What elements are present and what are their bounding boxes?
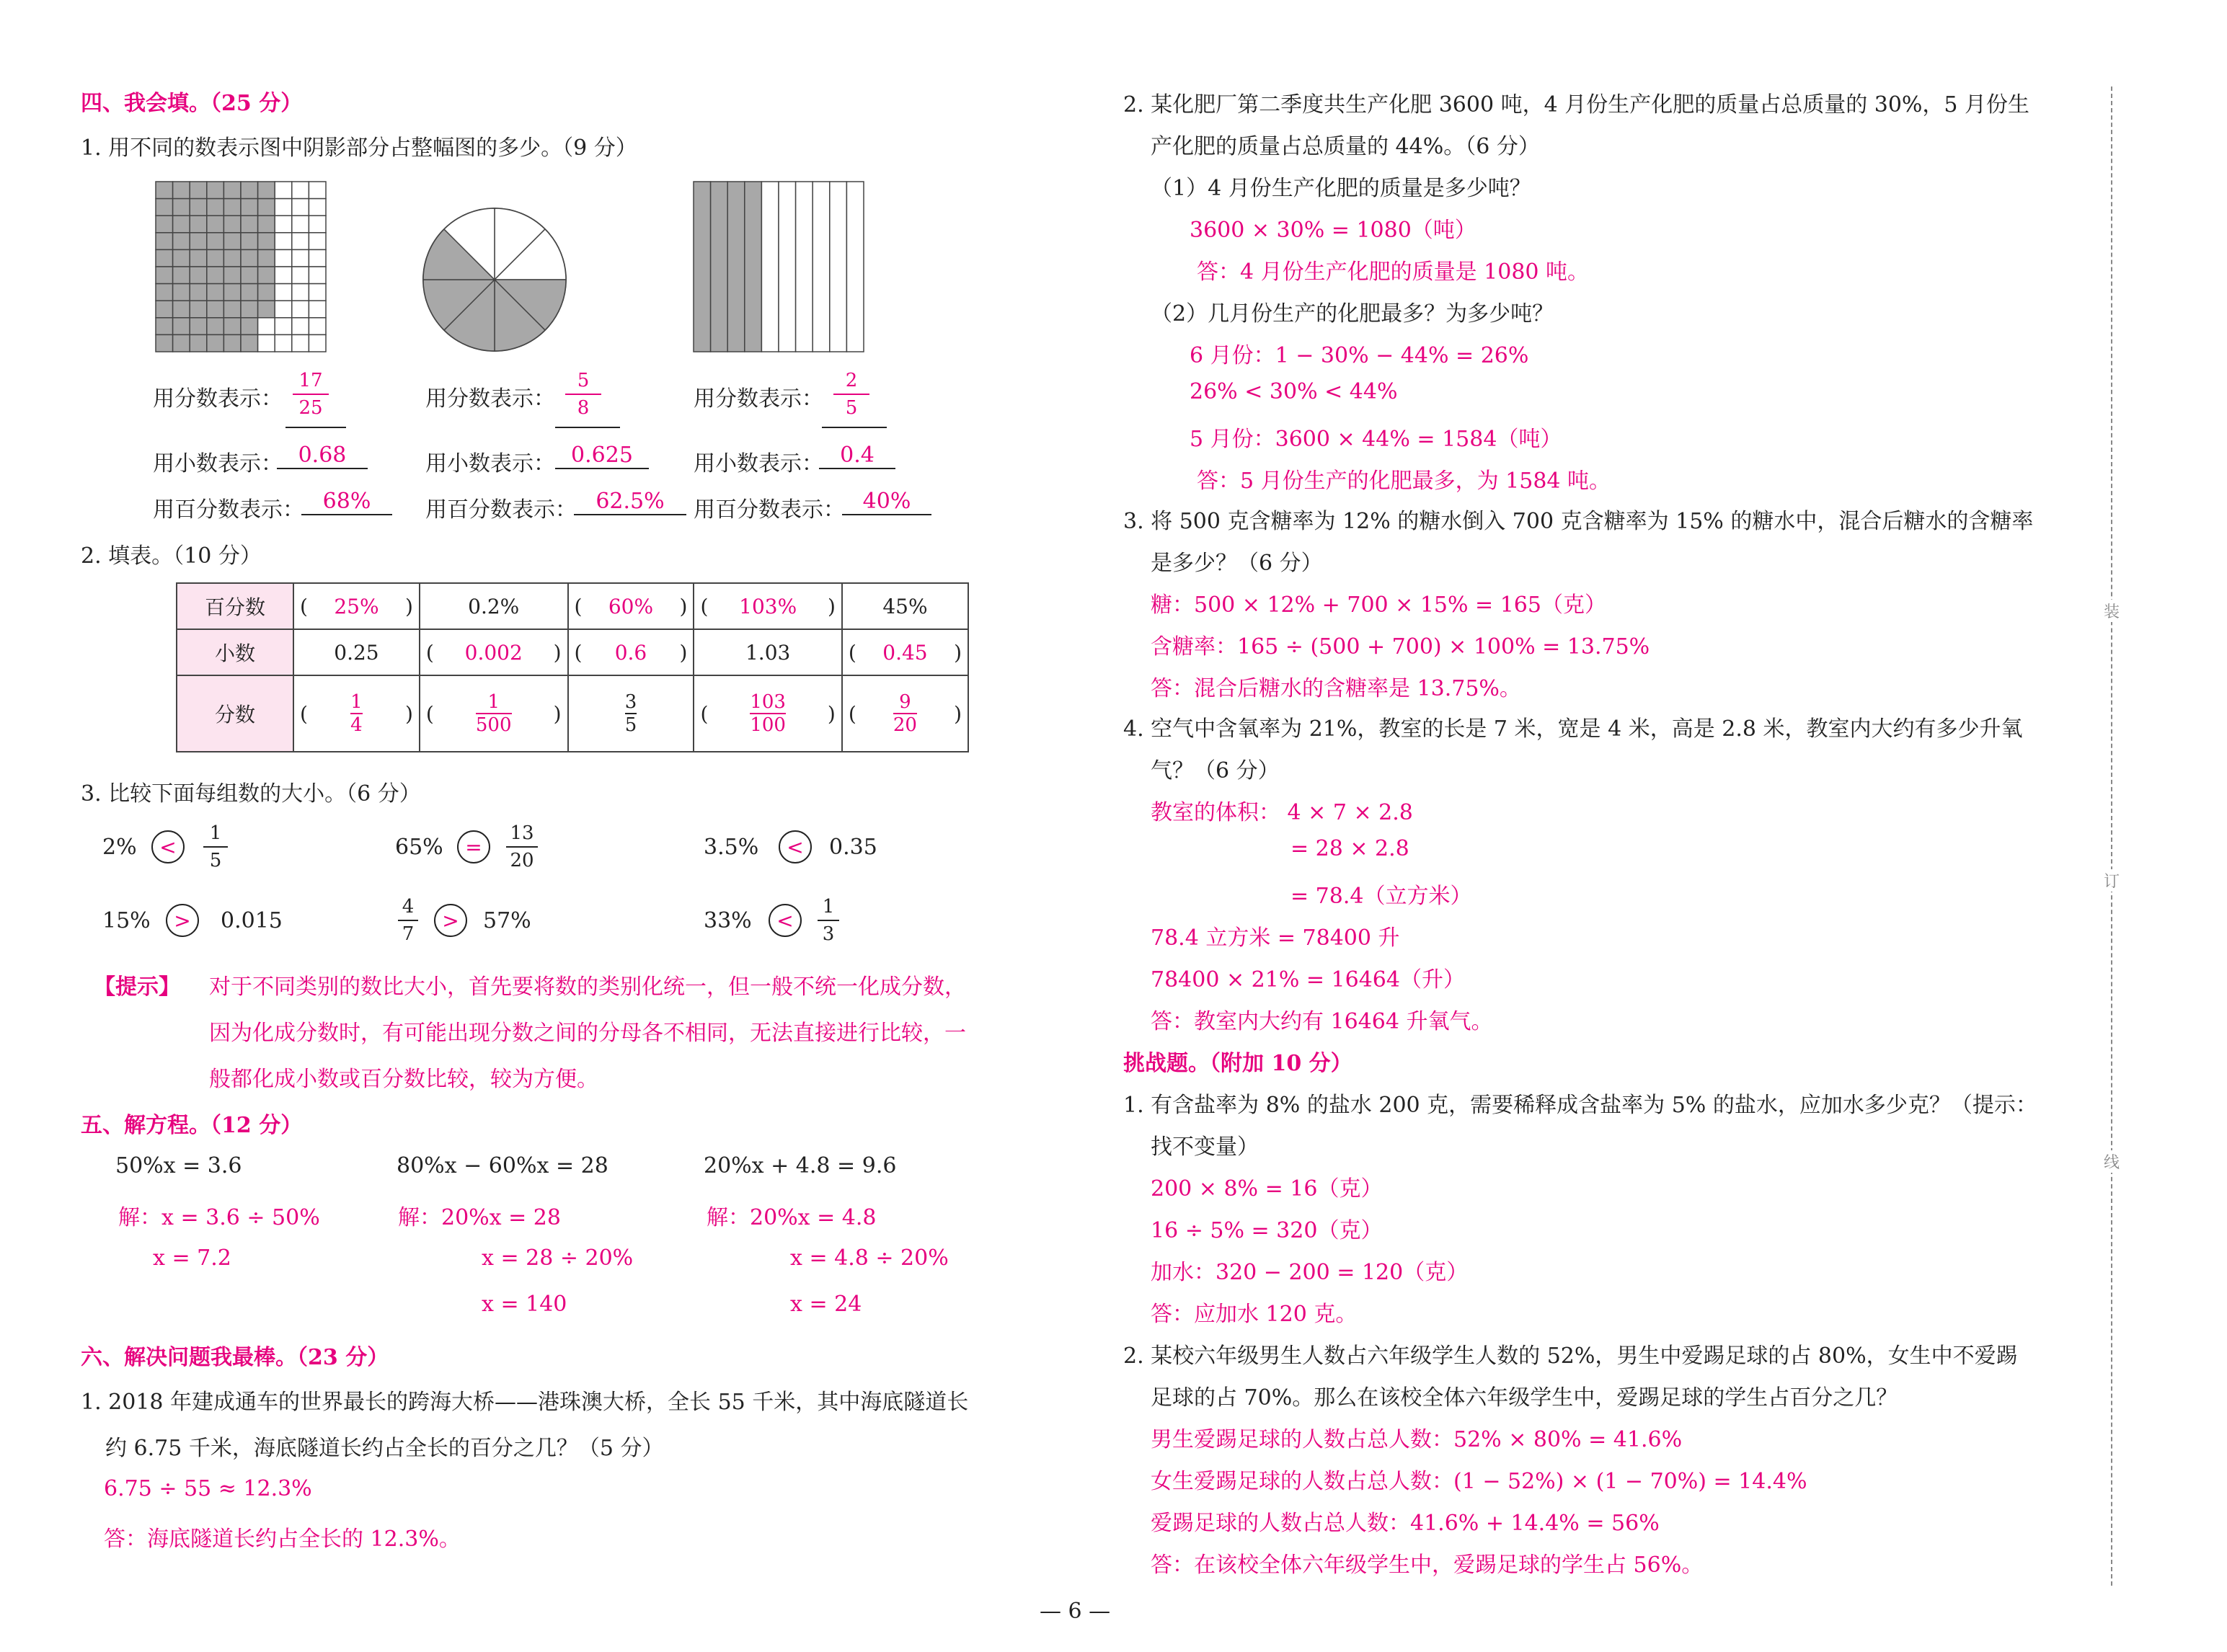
fraction-answer: 5 8 <box>565 369 601 419</box>
equation-step: 解：x = 3.6 ÷ 50% <box>118 1205 320 1230</box>
grid-cell <box>258 334 275 352</box>
compare-a: 15% <box>102 908 151 933</box>
problem-3-line: 3. 将 500 克含糖率为 12% 的糖水倒入 700 克含糖率为 15% 的糖水中，混合后糖水的含糖率 <box>1123 509 2034 534</box>
grid-cell <box>156 216 173 233</box>
fraction-underline <box>555 404 620 428</box>
grid-cell <box>223 267 241 284</box>
row-header-percent: 百分数 <box>177 583 293 629</box>
equation-step: x = 7.2 <box>153 1245 231 1271</box>
strip-cell <box>796 182 813 352</box>
binding-label: 装 <box>2104 600 2120 622</box>
percent-label: 用百分数表示： <box>153 497 304 523</box>
problem-2-line: 产化肥的质量占总质量的 44%。（6 分） <box>1151 134 1540 159</box>
grid-cell <box>223 249 241 267</box>
table-cell: 0.2% <box>420 583 568 629</box>
grid-cell <box>190 233 207 250</box>
page-number: — 6 — <box>1040 1599 1111 1624</box>
problem-3-answer: 答：混合后糖水的含糖率是 13.75%。 <box>1151 676 1521 701</box>
grid-cell <box>207 249 224 267</box>
problem-4-line: 气？（6 分） <box>1151 758 1280 783</box>
row-header-fraction: 分数 <box>177 675 293 752</box>
percent-answer: 62.5% <box>574 489 686 515</box>
section-4-title: 四、我会填。（25 分） <box>81 91 303 116</box>
percent-answer: 68% <box>301 489 392 515</box>
grid-cell <box>292 216 309 233</box>
table-cell: ( 60% ) <box>568 583 694 629</box>
grid-cell <box>275 216 292 233</box>
decimal-answer: 0.4 <box>819 443 895 469</box>
compare-sign: > <box>166 904 199 937</box>
challenge-1-answer: 16 ÷ 5% = 320（克） <box>1151 1218 1383 1243</box>
table-cell: ( 25% ) <box>293 583 420 629</box>
challenge-2-answer: 答：在该校全体六年级学生中，爱踢足球的学生占 56%。 <box>1151 1553 1704 1578</box>
table-row <box>177 675 968 752</box>
problem-2-answer: 答：5 月份生产的化肥最多，为 1584 吨。 <box>1197 468 1611 494</box>
grid-cell <box>173 267 190 284</box>
table-row <box>177 629 968 675</box>
grid-cell <box>190 301 207 318</box>
equation-step: x = 28 ÷ 20% <box>482 1245 634 1271</box>
decimal-label: 用小数表示： <box>694 451 823 476</box>
circle-figure <box>421 206 568 353</box>
equation: 80%x − 60%x = 28 <box>397 1153 608 1178</box>
grid-cell <box>309 216 326 233</box>
problem-4-answer: 78400 × 21% = 16464（升） <box>1151 967 1465 992</box>
problem-1-line: 1. 2018 年建成通车的世界最长的跨海大桥——港珠澳大桥，全长 55 千米，其中海底隧道长 <box>81 1390 969 1415</box>
problem-3-answer: 含糖率：165 ÷ (500 + 700) × 100% = 13.75% <box>1151 634 1650 660</box>
grid-cell <box>309 301 326 318</box>
compare-sign: = <box>457 830 490 863</box>
grid-cell <box>258 318 275 335</box>
compare-b: 13 20 <box>506 822 538 872</box>
compare-sign: < <box>779 830 812 863</box>
grid-cell <box>241 199 258 216</box>
hint-tag: 【提示】 <box>94 974 180 1000</box>
grid-cell <box>292 318 309 335</box>
fraction-underline <box>822 404 887 428</box>
grid-cell <box>207 267 224 284</box>
grid-cell <box>207 182 224 199</box>
challenge-1-answer: 答：应加水 120 克。 <box>1151 1302 1358 1327</box>
grid-cell <box>241 318 258 335</box>
grid-cell <box>173 216 190 233</box>
equation-step: x = 140 <box>482 1292 567 1317</box>
strip-cell <box>830 182 847 352</box>
strip-cell <box>745 182 762 352</box>
problem-4-answer: 教室的体积： 4 × 7 × 2.8 <box>1151 800 1413 825</box>
challenge-2-answer: 爱踢足球的人数占总人数：41.6% + 14.4% = 56% <box>1151 1511 1660 1536</box>
fraction-label: 用分数表示： <box>694 386 823 412</box>
fraction-label: 用分数表示： <box>153 386 283 412</box>
grid-cell <box>156 284 173 301</box>
grid-cell <box>173 233 190 250</box>
grid-cell <box>258 249 275 267</box>
problem-2-answer: 5 月份：3600 × 44% = 1584（吨） <box>1190 427 1562 452</box>
strip-figure <box>692 180 865 353</box>
grid-cell <box>156 267 173 284</box>
table-cell: ( 0.002 ) <box>420 629 568 675</box>
problem-4-answer: 78.4 立方米 = 78400 升 <box>1151 925 1400 951</box>
equation-step: 解：20%x = 4.8 <box>707 1205 877 1230</box>
grid-cell <box>309 334 326 352</box>
challenge-2-line: 足球的占 70%。那么在该校全体六年级学生中，爱踢足球的学生占百分之几？ <box>1151 1385 1898 1411</box>
challenge-2-answer: 男生爱踢足球的人数占总人数：52% × 80% = 41.6% <box>1151 1427 1683 1452</box>
grid-figure <box>154 180 327 353</box>
table-cell: ( 0.45 ) <box>842 629 968 675</box>
grid-cell <box>275 199 292 216</box>
grid-cell <box>309 284 326 301</box>
problem-2-answer: 3600 × 30% = 1080（吨） <box>1190 218 1476 243</box>
grid-cell <box>156 301 173 318</box>
grid-cell <box>258 284 275 301</box>
table-cell: 1.03 <box>694 629 841 675</box>
challenge-2-answer: 女生爱踢足球的人数占总人数：(1 − 52%) × (1 − 70%) = 14.4% <box>1151 1469 1807 1494</box>
binding-label: 线 <box>2104 1150 2120 1173</box>
problem-2-sub2: （2）几月份生产的化肥最多？为多少吨？ <box>1151 301 1554 327</box>
grid-cell <box>309 199 326 216</box>
problem-2-line: 2. 某化肥厂第二季度共生产化肥 3600 吨，4 月份生产化肥的质量占总质量的 30%，5 月份生 <box>1123 92 2030 117</box>
percent-label: 用百分数表示： <box>425 497 577 523</box>
table-cell: $\frac{3}{5}$ <box>568 675 694 752</box>
challenge-1-line: 1. 有含盐率为 8% 的盐水 200 克，需要稀释成含盐率为 5% 的盐水，应加水多少克？（提示： <box>1123 1093 2037 1118</box>
decimal-label: 用小数表示： <box>425 451 555 476</box>
grid-cell <box>258 216 275 233</box>
compare-sign: < <box>151 830 185 863</box>
problem-3-line: 是多少？（6 分） <box>1151 551 1323 576</box>
grid-cell <box>292 182 309 199</box>
grid-cell <box>190 284 207 301</box>
grid-cell <box>292 334 309 352</box>
grid-cell <box>156 199 173 216</box>
grid-cell <box>207 233 224 250</box>
percent-label: 用百分数表示： <box>694 497 845 523</box>
compare-a: 3.5% <box>704 835 759 860</box>
grid-cell <box>309 267 326 284</box>
grid-cell <box>309 182 326 199</box>
grid-cell <box>156 318 173 335</box>
grid-cell <box>275 284 292 301</box>
challenge-1-line: 找不变量） <box>1151 1134 1259 1160</box>
problem-4-line: 4. 空气中含氧率为 21%，教室的长是 7 米，宽是 4 米，高是 2.8 米，教室内大约有多少升氧 <box>1123 716 2023 742</box>
equation-step: x = 24 <box>790 1292 862 1317</box>
problem-4-answer: 答：教室内大约有 16464 升氧气。 <box>1151 1009 1493 1034</box>
compare-b: 1 3 <box>818 895 839 946</box>
grid-cell <box>156 249 173 267</box>
grid-cell <box>309 249 326 267</box>
grid-cell <box>156 334 173 352</box>
challenge-2-line: 2. 某校六年级男生人数占六年级学生人数的 52%，男生中爱踢足球的占 80%，女生中不爱踢 <box>1123 1344 2018 1369</box>
grid-cell <box>207 284 224 301</box>
problem-4-answer: = 28 × 2.8 <box>1290 836 1409 861</box>
grid-cell <box>258 233 275 250</box>
compare-sign: < <box>769 904 802 937</box>
grid-cell <box>241 249 258 267</box>
challenge-1-answer: 200 × 8% = 16（克） <box>1151 1176 1383 1202</box>
grid-cell <box>241 301 258 318</box>
hint-line: 般都化成小数或百分数比较，较为方便。 <box>209 1067 598 1092</box>
hint-line: 因为化成分数时，有可能出现分数之间的分母各不相同，无法直接进行比较，一 <box>209 1021 966 1046</box>
grid-cell <box>173 182 190 199</box>
grid-cell <box>190 249 207 267</box>
grid-cell <box>190 267 207 284</box>
section-5-title: 五、解方程。（12 分） <box>81 1113 303 1138</box>
challenge-1-answer: 加水：320 − 200 = 120（克） <box>1151 1260 1469 1285</box>
grid-cell <box>275 267 292 284</box>
compare-b: 57% <box>483 908 531 933</box>
grid-cell <box>241 182 258 199</box>
grid-cell <box>292 199 309 216</box>
table-cell: 0.25 <box>293 629 420 675</box>
problem-3-answer: 糖：500 × 12% + 700 × 15% = 165（克） <box>1151 592 1606 618</box>
problem-2-answer: 6 月份：1 − 30% − 44% = 26% <box>1190 343 1529 368</box>
grid-cell <box>223 318 241 335</box>
table-cell: 45% <box>842 583 968 629</box>
grid-cell <box>292 301 309 318</box>
grid-cell <box>258 301 275 318</box>
grid-cell <box>223 216 241 233</box>
grid-cell <box>241 233 258 250</box>
grid-cell <box>173 199 190 216</box>
binding-dashed-line <box>2111 86 2112 1586</box>
grid-cell <box>241 216 258 233</box>
grid-cell <box>156 182 173 199</box>
grid-cell <box>275 334 292 352</box>
equation-step: 解：20%x = 28 <box>398 1205 561 1230</box>
grid-cell <box>241 334 258 352</box>
grid-cell <box>190 199 207 216</box>
grid-cell <box>309 233 326 250</box>
hint-line: 对于不同类别的数比大小，首先要将数的类别化统一，但一般不统一化成分数， <box>209 974 966 1000</box>
fraction-label: 用分数表示： <box>425 386 555 412</box>
grid-cell <box>223 301 241 318</box>
grid-cell <box>309 318 326 335</box>
challenge-title: 挑战题。（附加 10 分） <box>1123 1051 1352 1076</box>
grid-cell <box>241 267 258 284</box>
grid-cell <box>275 233 292 250</box>
compare-b: 0.015 <box>221 908 283 933</box>
compare-b: 1 5 <box>203 822 228 872</box>
problem-2-sub1: （1）4 月份生产化肥的质量是多少吨？ <box>1151 176 1531 201</box>
grid-cell <box>275 301 292 318</box>
table-row <box>177 583 968 629</box>
strip-cell <box>846 182 864 352</box>
grid-cell <box>173 318 190 335</box>
grid-cell <box>207 318 224 335</box>
grid-cell <box>173 334 190 352</box>
decimal-label: 用小数表示： <box>153 451 283 476</box>
compare-a: 33% <box>704 908 752 933</box>
grid-cell <box>223 199 241 216</box>
compare-a: 4 7 <box>398 895 418 946</box>
strip-cell <box>813 182 830 352</box>
problem-1-line: 约 6.75 千米，海底隧道长约占全长的百分之几？（5 分） <box>105 1436 664 1461</box>
table-cell: ( 9 20 ) <box>842 675 968 752</box>
fill-table <box>176 582 969 752</box>
equation: 50%x = 3.6 <box>115 1153 242 1178</box>
compare-b: 0.35 <box>829 835 877 860</box>
fraction-answer: 2 5 <box>833 369 869 419</box>
question-1: 1. 用不同的数表示图中阴影部分占整幅图的多少。（9 分） <box>81 136 637 161</box>
row-header-decimal: 小数 <box>177 629 293 675</box>
grid-cell <box>190 318 207 335</box>
grid-cell <box>258 182 275 199</box>
equation-step: x = 4.8 ÷ 20% <box>790 1245 949 1271</box>
grid-cell <box>173 301 190 318</box>
percent-answer: 40% <box>842 489 931 515</box>
problem-2-answer: 26% < 30% < 44% <box>1190 379 1398 404</box>
problem-2-answer: 答：4 月份生产化肥的质量是 1080 吨。 <box>1197 259 1590 285</box>
decimal-answer: 0.68 <box>277 443 368 469</box>
grid-cell <box>223 334 241 352</box>
compare-sign: > <box>434 904 467 937</box>
fraction-answer: 17 25 <box>293 369 329 419</box>
grid-cell <box>275 318 292 335</box>
problem-1-answer: 答：海底隧道长约占全长的 12.3%。 <box>104 1527 461 1552</box>
grid-cell <box>292 249 309 267</box>
grid-cell <box>241 284 258 301</box>
grid-cell <box>207 334 224 352</box>
grid-cell <box>292 233 309 250</box>
strip-cell <box>694 182 711 352</box>
grid-cell <box>207 199 224 216</box>
equation: 20%x + 4.8 = 9.6 <box>704 1153 897 1178</box>
section-6-title: 六、解决问题我最棒。（23 分） <box>81 1345 389 1370</box>
grid-cell <box>275 182 292 199</box>
question-3: 3. 比较下面每组数的大小。（6 分） <box>81 781 421 807</box>
table-cell: ( 1 500 ) <box>420 675 568 752</box>
grid-cell <box>207 216 224 233</box>
grid-cell <box>156 233 173 250</box>
grid-cell <box>207 301 224 318</box>
grid-cell <box>223 182 241 199</box>
table-cell: ( 0.6 ) <box>568 629 694 675</box>
grid-cell <box>190 216 207 233</box>
strip-cell <box>711 182 728 352</box>
grid-cell <box>258 267 275 284</box>
grid-cell <box>223 284 241 301</box>
grid-cell <box>173 284 190 301</box>
grid-cell <box>258 199 275 216</box>
table-cell: ( 103% ) <box>694 583 841 629</box>
binding-label: 订 <box>2104 869 2120 892</box>
grid-cell <box>173 249 190 267</box>
problem-4-answer: = 78.4（立方米） <box>1290 884 1472 909</box>
grid-cell <box>190 182 207 199</box>
table-cell: ( 1 4 ) <box>293 675 420 752</box>
strip-cell <box>779 182 796 352</box>
strip-cell <box>727 182 745 352</box>
grid-cell <box>292 284 309 301</box>
compare-a: 2% <box>102 835 137 860</box>
table-cell: ( 103 100 ) <box>694 675 841 752</box>
compare-a: 65% <box>395 835 443 860</box>
problem-1-answer: 6.75 ÷ 55 ≈ 12.3% <box>104 1476 312 1501</box>
grid-cell <box>292 267 309 284</box>
decimal-answer: 0.625 <box>555 443 649 469</box>
fraction-underline <box>285 404 346 428</box>
strip-cell <box>761 182 779 352</box>
grid-cell <box>190 334 207 352</box>
question-2: 2. 填表。（10 分） <box>81 543 262 569</box>
grid-cell <box>275 249 292 267</box>
grid-cell <box>223 233 241 250</box>
